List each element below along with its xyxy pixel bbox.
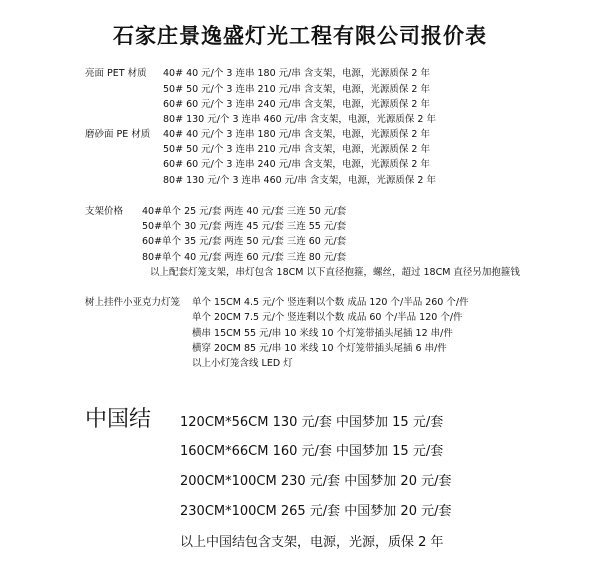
knot-row: 120CM*56CM 130 元/套 中国梦加 15 元/套 — [180, 415, 444, 430]
bracket-row: 80#单个 40 元/套 两连 60 元/套 三连 80 元/套 — [142, 252, 347, 263]
pet-row: 40# 40 元/个 3 连串 180 元/串 含支架，电源，光源质保 2 年 — [163, 68, 430, 79]
pet-row: 60# 60 元/个 3 连串 240 元/串 含支架，电源，光源质保 2 年 — [163, 99, 430, 110]
page-title: 石家庄景逸盛灯光工程有限公司报价表 — [113, 23, 487, 48]
bracket-row: 50#单个 30 元/套 两连 45 元/套 三连 55 元/套 — [142, 221, 347, 232]
acrylic-row: 横穿 20CM 85 元/串 10 米线 10 个灯笼带插头尾插 6 串/件 — [192, 343, 447, 354]
acrylic-row: 单个 20CM 7.5 元/个 竖连剩以个数 成品 60 个/半品 120 个/件 — [192, 312, 463, 323]
acrylic-row: 横串 15CM 55 元/串 10 米线 10 个灯笼带插头尾插 12 串/件 — [192, 328, 453, 339]
bracket-note: 以上配套灯笼支架，串灯包含 18CM 以下直径抱箍，螺丝，超过 18CM 直径另加抱箍钱 — [150, 267, 520, 278]
pet-row: 50# 50 元/个 3 连串 210 元/串 含支架，电源，光源质保 2 年 — [163, 84, 430, 95]
bracket-row: 60#单个 35 元/套 两连 50 元/套 三连 60 元/套 — [142, 236, 347, 247]
bracket-section-label: 支架价格 — [85, 206, 124, 217]
acrylic-row: 单个 15CM 4.5 元/个 竖连剩以个数 成品 120 个/半品 260 个/件 — [192, 297, 469, 308]
knot-row: 200CM*100CM 230 元/套 中国梦加 20 元/套 — [180, 474, 452, 489]
pet-row: 80# 130 元/个 3 连串 460 元/串 含支架，电源，光源质保 2 年 — [163, 114, 436, 125]
pe-row: 80# 130 元/个 3 连串 460 元/串 含支架，电源，光源质保 2 年 — [163, 175, 436, 186]
pe-row: 50# 50 元/个 3 连串 210 元/串 含支架，电源，光源质保 2 年 — [163, 144, 430, 155]
acrylic-note: 以上小灯笼含线 LED 灯 — [192, 358, 293, 369]
bracket-row: 40#单个 25 元/套 两连 40 元/套 三连 50 元/套 — [142, 206, 347, 217]
pe-row: 60# 60 元/个 3 连串 240 元/串 含支架，电源，光源质保 2 年 — [163, 159, 430, 170]
knot-section-label: 中国结 — [85, 407, 152, 432]
knot-row: 160CM*66CM 160 元/套 中国梦加 15 元/套 — [180, 444, 444, 459]
knot-note: 以上中国结包含支架，电源，光源，质保 2 年 — [180, 535, 444, 550]
pe-section-label: 磨砂面 PE 材质 — [85, 129, 151, 140]
pe-row: 40# 40 元/个 3 连串 180 元/串 含支架，电源，光源质保 2 年 — [163, 129, 430, 140]
acrylic-section-label: 树上挂件小亚克力灯笼 — [85, 297, 181, 308]
knot-row: 230CM*100CM 265 元/套 中国梦加 20 元/套 — [180, 504, 452, 519]
pet-section-label: 亮面 PET 材质 — [85, 68, 147, 79]
